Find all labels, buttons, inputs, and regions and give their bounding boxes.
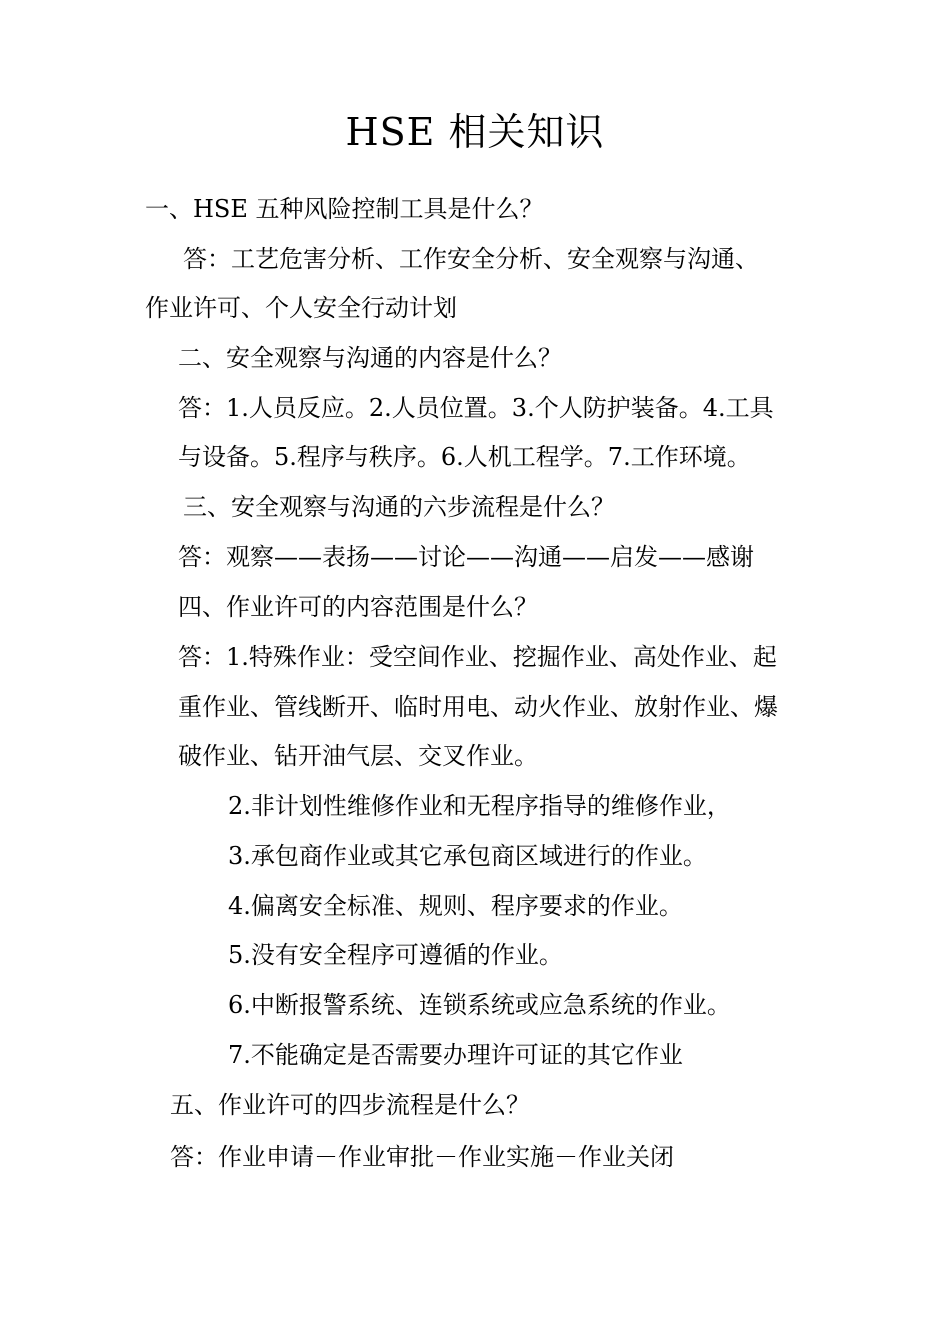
- answer-4-item-3: 3.承包商作业或其它承包商区域进行的作业。: [228, 842, 707, 870]
- question-5: 五、作业许可的四步流程是什么？: [170, 1091, 530, 1119]
- question-3: 三、安全观察与沟通的六步流程是什么？: [183, 493, 615, 521]
- answer-4-item-6: 6.中断报警系统、连锁系统或应急系统的作业。: [228, 991, 731, 1019]
- answer-4-line-3: 破作业、钻开油气层、交叉作业。: [178, 742, 538, 770]
- question-2: 二、安全观察与沟通的内容是什么？: [178, 344, 562, 372]
- answer-4-item-2: 2.非计划性维修作业和无程序指导的维修作业，: [228, 792, 731, 820]
- question-4: 四、作业许可的内容范围是什么？: [178, 593, 538, 621]
- answer-1-line-2: 作业许可、个人安全行动计划: [145, 294, 457, 322]
- answer-4-line-2: 重作业、管线断开、临时用电、动火作业、放射作业、爆: [178, 693, 778, 721]
- answer-2-line-2: 与设备。5.程序与秩序。6.人机工程学。7.工作环境。: [178, 443, 751, 471]
- document-title: HSE 相关知识: [345, 110, 605, 154]
- answer-5: 答：作业申请－作业审批－作业实施－作业关闭: [170, 1143, 674, 1171]
- answer-4-item-4: 4.偏离安全标准、规则、程序要求的作业。: [228, 892, 683, 920]
- answer-4-line-1: 答：1.特殊作业：受空间作业、挖掘作业、高处作业、起: [178, 643, 777, 671]
- question-1: 一、HSE 五种风险控制工具是什么？: [145, 195, 544, 223]
- answer-4-item-7: 7.不能确定是否需要办理许可证的其它作业: [228, 1041, 683, 1069]
- answer-2-line-1: 答：1.人员反应。2.人员位置。3.个人防护装备。4.工具: [178, 394, 774, 422]
- answer-4-item-5: 5.没有安全程序可遵循的作业。: [228, 941, 563, 969]
- answer-3: 答：观察——表扬——讨论——沟通——启发——感谢: [178, 543, 754, 571]
- answer-1-line-1: 答：工艺危害分析、工作安全分析、安全观察与沟通、: [183, 245, 759, 273]
